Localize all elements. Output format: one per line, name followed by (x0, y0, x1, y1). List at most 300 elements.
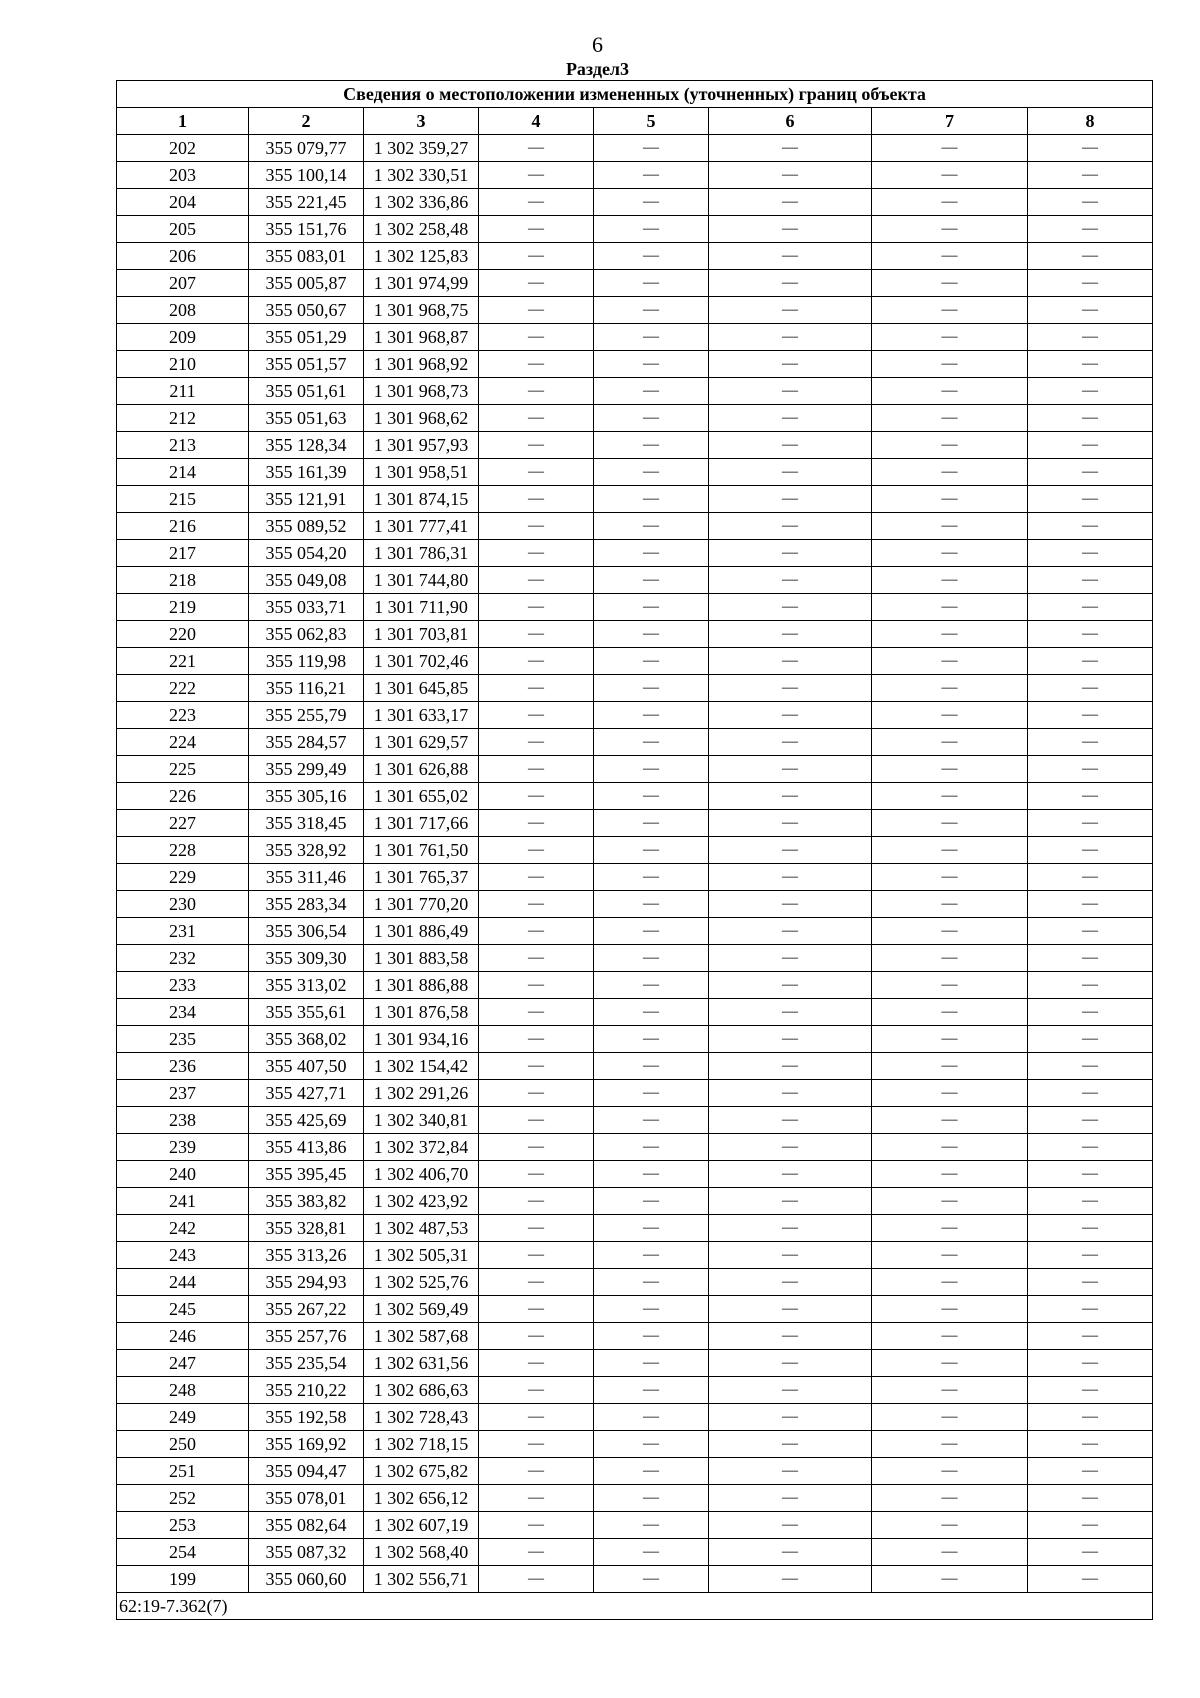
y-coordinate-cell: 1 302 607,19 (364, 1512, 479, 1539)
empty-value-cell: — (479, 243, 594, 270)
point-number-cell: 224 (117, 729, 249, 756)
x-coordinate-cell: 355 328,81 (249, 1215, 364, 1242)
empty-value-cell: — (594, 324, 709, 351)
x-coordinate-cell: 355 309,30 (249, 945, 364, 972)
empty-value-cell: — (709, 1107, 872, 1134)
empty-value-cell: — (872, 1242, 1028, 1269)
empty-value-cell: — (594, 783, 709, 810)
x-coordinate-cell: 355 328,92 (249, 837, 364, 864)
empty-value-cell: — (872, 729, 1028, 756)
empty-value-cell: — (709, 1215, 872, 1242)
empty-value-cell: — (479, 1134, 594, 1161)
empty-value-cell: — (1028, 972, 1153, 999)
empty-value-cell: — (709, 621, 872, 648)
table-row (117, 864, 1153, 891)
empty-value-cell: — (872, 1512, 1028, 1539)
x-coordinate-cell: 355 169,92 (249, 1431, 364, 1458)
table-row (117, 1215, 1153, 1242)
empty-value-cell: — (1028, 594, 1153, 621)
empty-value-cell: — (709, 1080, 872, 1107)
y-coordinate-cell: 1 301 645,85 (364, 675, 479, 702)
empty-value-cell: — (479, 972, 594, 999)
y-coordinate-cell: 1 302 728,43 (364, 1404, 479, 1431)
point-number-cell: 248 (117, 1377, 249, 1404)
x-coordinate-cell: 355 094,47 (249, 1458, 364, 1485)
x-coordinate-cell: 355 407,50 (249, 1053, 364, 1080)
empty-value-cell: — (594, 1026, 709, 1053)
x-coordinate-cell: 355 161,39 (249, 459, 364, 486)
empty-value-cell: — (479, 1485, 594, 1512)
empty-value-cell: — (1028, 216, 1153, 243)
point-number-cell: 230 (117, 891, 249, 918)
empty-value-cell: — (709, 459, 872, 486)
empty-value-cell: — (479, 1269, 594, 1296)
empty-value-cell: — (594, 540, 709, 567)
empty-value-cell: — (479, 1080, 594, 1107)
point-number-cell: 239 (117, 1134, 249, 1161)
empty-value-cell: — (709, 270, 872, 297)
empty-value-cell: — (1028, 1539, 1153, 1566)
empty-value-cell: — (1028, 405, 1153, 432)
x-coordinate-cell: 355 121,91 (249, 486, 364, 513)
empty-value-cell: — (1028, 1296, 1153, 1323)
empty-value-cell: — (479, 162, 594, 189)
empty-value-cell: — (1028, 810, 1153, 837)
empty-value-cell: — (709, 675, 872, 702)
empty-value-cell: — (709, 1026, 872, 1053)
point-number-cell: 236 (117, 1053, 249, 1080)
x-coordinate-cell: 355 235,54 (249, 1350, 364, 1377)
empty-value-cell: — (1028, 540, 1153, 567)
empty-value-cell: — (872, 324, 1028, 351)
empty-value-cell: — (872, 1269, 1028, 1296)
y-coordinate-cell: 1 302 569,49 (364, 1296, 479, 1323)
empty-value-cell: — (594, 1107, 709, 1134)
y-coordinate-cell: 1 301 655,02 (364, 783, 479, 810)
y-coordinate-cell: 1 302 556,71 (364, 1566, 479, 1593)
empty-value-cell: — (709, 999, 872, 1026)
empty-value-cell: — (709, 1161, 872, 1188)
table-row (117, 243, 1153, 270)
point-number-cell: 244 (117, 1269, 249, 1296)
y-coordinate-cell: 1 301 968,92 (364, 351, 479, 378)
table-row (117, 1269, 1153, 1296)
column-header: 7 (872, 108, 1028, 135)
empty-value-cell: — (872, 1107, 1028, 1134)
empty-value-cell: — (709, 648, 872, 675)
table-row (117, 837, 1153, 864)
empty-value-cell: — (872, 540, 1028, 567)
empty-value-cell: — (479, 621, 594, 648)
empty-value-cell: — (709, 513, 872, 540)
point-number-cell: 231 (117, 918, 249, 945)
y-coordinate-cell: 1 302 718,15 (364, 1431, 479, 1458)
empty-value-cell: — (479, 351, 594, 378)
y-coordinate-cell: 1 302 359,27 (364, 135, 479, 162)
empty-value-cell: — (709, 864, 872, 891)
table-row (117, 189, 1153, 216)
empty-value-cell: — (709, 1350, 872, 1377)
empty-value-cell: — (1028, 1242, 1153, 1269)
x-coordinate-cell: 355 318,45 (249, 810, 364, 837)
table-row (117, 1458, 1153, 1485)
empty-value-cell: — (1028, 1485, 1153, 1512)
point-number-cell: 217 (117, 540, 249, 567)
empty-value-cell: — (1028, 1134, 1153, 1161)
empty-value-cell: — (479, 837, 594, 864)
empty-value-cell: — (709, 1512, 872, 1539)
y-coordinate-cell: 1 302 125,83 (364, 243, 479, 270)
empty-value-cell: — (1028, 486, 1153, 513)
empty-value-cell: — (479, 1458, 594, 1485)
empty-value-cell: — (709, 702, 872, 729)
empty-value-cell: — (872, 1134, 1028, 1161)
table-row (117, 1404, 1153, 1431)
empty-value-cell: — (872, 1458, 1028, 1485)
empty-value-cell: — (709, 243, 872, 270)
empty-value-cell: — (709, 405, 872, 432)
empty-value-cell: — (872, 864, 1028, 891)
table-row (117, 135, 1153, 162)
empty-value-cell: — (479, 1296, 594, 1323)
empty-value-cell: — (594, 1323, 709, 1350)
empty-value-cell: — (1028, 648, 1153, 675)
empty-value-cell: — (1028, 378, 1153, 405)
empty-value-cell: — (709, 729, 872, 756)
table-body (117, 135, 1153, 1593)
point-number-cell: 222 (117, 675, 249, 702)
empty-value-cell: — (594, 648, 709, 675)
column-header: 2 (249, 108, 364, 135)
empty-value-cell: — (479, 1512, 594, 1539)
empty-value-cell: — (1028, 783, 1153, 810)
point-number-cell: 232 (117, 945, 249, 972)
empty-value-cell: — (1028, 729, 1153, 756)
point-number-cell: 251 (117, 1458, 249, 1485)
x-coordinate-cell: 355 049,08 (249, 567, 364, 594)
point-number-cell: 245 (117, 1296, 249, 1323)
table-row (117, 1107, 1153, 1134)
x-coordinate-cell: 355 425,69 (249, 1107, 364, 1134)
empty-value-cell: — (594, 1458, 709, 1485)
point-number-cell: 205 (117, 216, 249, 243)
x-coordinate-cell: 355 313,02 (249, 972, 364, 999)
empty-value-cell: — (479, 1431, 594, 1458)
empty-value-cell: — (709, 1431, 872, 1458)
empty-value-cell: — (479, 1377, 594, 1404)
table-row (117, 1431, 1153, 1458)
empty-value-cell: — (872, 945, 1028, 972)
empty-value-cell: — (872, 1539, 1028, 1566)
point-number-cell: 211 (117, 378, 249, 405)
point-number-cell: 221 (117, 648, 249, 675)
section-title: Раздел3 (565, 59, 630, 79)
x-coordinate-cell: 355 305,16 (249, 783, 364, 810)
table-row (117, 1566, 1153, 1593)
point-number-cell: 215 (117, 486, 249, 513)
y-coordinate-cell: 1 301 717,66 (364, 810, 479, 837)
table-row (117, 999, 1153, 1026)
empty-value-cell: — (1028, 1215, 1153, 1242)
empty-value-cell: — (709, 162, 872, 189)
empty-value-cell: — (1028, 567, 1153, 594)
table-row (117, 648, 1153, 675)
y-coordinate-cell: 1 302 330,51 (364, 162, 479, 189)
column-header: 5 (594, 108, 709, 135)
empty-value-cell: — (479, 675, 594, 702)
x-coordinate-cell: 355 299,49 (249, 756, 364, 783)
empty-value-cell: — (709, 1053, 872, 1080)
empty-value-cell: — (1028, 1053, 1153, 1080)
empty-value-cell: — (479, 189, 594, 216)
y-coordinate-cell: 1 302 372,84 (364, 1134, 479, 1161)
empty-value-cell: — (594, 837, 709, 864)
empty-value-cell: — (594, 621, 709, 648)
table-row (117, 594, 1153, 621)
empty-value-cell: — (872, 1053, 1028, 1080)
empty-value-cell: — (1028, 1107, 1153, 1134)
empty-value-cell: — (709, 1269, 872, 1296)
empty-value-cell: — (479, 1350, 594, 1377)
y-coordinate-cell: 1 302 631,56 (364, 1350, 479, 1377)
x-coordinate-cell: 355 210,22 (249, 1377, 364, 1404)
empty-value-cell: — (479, 135, 594, 162)
empty-value-cell: — (1028, 324, 1153, 351)
empty-value-cell: — (1028, 189, 1153, 216)
empty-value-cell: — (479, 1566, 594, 1593)
table-row (117, 1296, 1153, 1323)
y-coordinate-cell: 1 302 525,76 (364, 1269, 479, 1296)
empty-value-cell: — (1028, 1026, 1153, 1053)
y-coordinate-cell: 1 301 968,87 (364, 324, 479, 351)
caption-row (117, 81, 1153, 108)
y-coordinate-cell: 1 301 957,93 (364, 432, 479, 459)
empty-value-cell: — (479, 567, 594, 594)
point-number-cell: 216 (117, 513, 249, 540)
empty-value-cell: — (594, 918, 709, 945)
empty-value-cell: — (872, 135, 1028, 162)
empty-value-cell: — (709, 945, 872, 972)
header-row (117, 108, 1153, 135)
empty-value-cell: — (709, 1134, 872, 1161)
empty-value-cell: — (1028, 1269, 1153, 1296)
empty-value-cell: — (872, 837, 1028, 864)
empty-value-cell: — (709, 1188, 872, 1215)
table-row (117, 756, 1153, 783)
table-row (117, 1026, 1153, 1053)
empty-value-cell: — (1028, 1566, 1153, 1593)
table-row (117, 459, 1153, 486)
empty-value-cell: — (872, 1215, 1028, 1242)
empty-value-cell: — (872, 486, 1028, 513)
point-number-cell: 214 (117, 459, 249, 486)
table-row (117, 513, 1153, 540)
table-row (117, 486, 1153, 513)
empty-value-cell: — (872, 1161, 1028, 1188)
boundary-coordinates-table (116, 80, 1153, 1620)
x-coordinate-cell: 355 060,60 (249, 1566, 364, 1593)
y-coordinate-cell: 1 301 886,88 (364, 972, 479, 999)
empty-value-cell: — (872, 1350, 1028, 1377)
table-row (117, 432, 1153, 459)
y-coordinate-cell: 1 302 406,70 (364, 1161, 479, 1188)
empty-value-cell: — (479, 1188, 594, 1215)
empty-value-cell: — (479, 297, 594, 324)
empty-value-cell: — (709, 432, 872, 459)
empty-value-cell: — (872, 702, 1028, 729)
point-number-cell: 233 (117, 972, 249, 999)
point-number-cell: 220 (117, 621, 249, 648)
empty-value-cell: — (594, 486, 709, 513)
empty-value-cell: — (1028, 513, 1153, 540)
table-row (117, 1161, 1153, 1188)
table-row (117, 540, 1153, 567)
y-coordinate-cell: 1 301 761,50 (364, 837, 479, 864)
empty-value-cell: — (872, 297, 1028, 324)
empty-value-cell: — (872, 918, 1028, 945)
point-number-cell: 203 (117, 162, 249, 189)
empty-value-cell: — (1028, 432, 1153, 459)
empty-value-cell: — (594, 378, 709, 405)
empty-value-cell: — (872, 1431, 1028, 1458)
y-coordinate-cell: 1 302 686,63 (364, 1377, 479, 1404)
empty-value-cell: — (479, 756, 594, 783)
empty-value-cell: — (872, 459, 1028, 486)
empty-value-cell: — (1028, 675, 1153, 702)
column-header: 4 (479, 108, 594, 135)
y-coordinate-cell: 1 302 487,53 (364, 1215, 479, 1242)
x-coordinate-cell: 355 054,20 (249, 540, 364, 567)
y-coordinate-cell: 1 301 874,15 (364, 486, 479, 513)
empty-value-cell: — (709, 486, 872, 513)
y-coordinate-cell: 1 301 968,73 (364, 378, 479, 405)
x-coordinate-cell: 355 267,22 (249, 1296, 364, 1323)
table-row (117, 378, 1153, 405)
page-number: 6 (592, 32, 603, 57)
empty-value-cell: — (709, 918, 872, 945)
empty-value-cell: — (872, 972, 1028, 999)
empty-value-cell: — (594, 1188, 709, 1215)
table-row (117, 567, 1153, 594)
empty-value-cell: — (709, 891, 872, 918)
empty-value-cell: — (1028, 864, 1153, 891)
x-coordinate-cell: 355 427,71 (249, 1080, 364, 1107)
empty-value-cell: — (479, 945, 594, 972)
empty-value-cell: — (594, 1539, 709, 1566)
empty-value-cell: — (872, 189, 1028, 216)
table-row (117, 162, 1153, 189)
empty-value-cell: — (479, 1107, 594, 1134)
empty-value-cell: — (479, 702, 594, 729)
empty-value-cell: — (709, 756, 872, 783)
point-number-cell: 235 (117, 1026, 249, 1053)
point-number-cell: 250 (117, 1431, 249, 1458)
x-coordinate-cell: 355 100,14 (249, 162, 364, 189)
y-coordinate-cell: 1 301 968,62 (364, 405, 479, 432)
empty-value-cell: — (1028, 1188, 1153, 1215)
empty-value-cell: — (479, 594, 594, 621)
x-coordinate-cell: 355 306,54 (249, 918, 364, 945)
empty-value-cell: — (872, 1566, 1028, 1593)
x-coordinate-cell: 355 005,87 (249, 270, 364, 297)
y-coordinate-cell: 1 301 886,49 (364, 918, 479, 945)
x-coordinate-cell: 355 033,71 (249, 594, 364, 621)
table-row (117, 1377, 1153, 1404)
empty-value-cell: — (479, 1539, 594, 1566)
empty-value-cell: — (479, 1323, 594, 1350)
empty-value-cell: — (594, 756, 709, 783)
empty-value-cell: — (872, 1080, 1028, 1107)
table-row (117, 297, 1153, 324)
table-row (117, 891, 1153, 918)
empty-value-cell: — (872, 810, 1028, 837)
point-number-cell: 219 (117, 594, 249, 621)
x-coordinate-cell: 355 221,45 (249, 189, 364, 216)
point-number-cell: 247 (117, 1350, 249, 1377)
x-coordinate-cell: 355 089,52 (249, 513, 364, 540)
x-coordinate-cell: 355 116,21 (249, 675, 364, 702)
y-coordinate-cell: 1 301 958,51 (364, 459, 479, 486)
empty-value-cell: — (594, 999, 709, 1026)
x-coordinate-cell: 355 257,76 (249, 1323, 364, 1350)
point-number-cell: 218 (117, 567, 249, 594)
y-coordinate-cell: 1 301 702,46 (364, 648, 479, 675)
empty-value-cell: — (594, 1269, 709, 1296)
empty-value-cell: — (872, 1296, 1028, 1323)
empty-value-cell: — (1028, 135, 1153, 162)
y-coordinate-cell: 1 301 777,41 (364, 513, 479, 540)
empty-value-cell: — (594, 1431, 709, 1458)
y-coordinate-cell: 1 301 876,58 (364, 999, 479, 1026)
footer-row (117, 1593, 1153, 1620)
empty-value-cell: — (479, 324, 594, 351)
empty-value-cell: — (594, 162, 709, 189)
point-number-cell: 226 (117, 783, 249, 810)
y-coordinate-cell: 1 302 656,12 (364, 1485, 479, 1512)
empty-value-cell: — (594, 891, 709, 918)
empty-value-cell: — (1028, 999, 1153, 1026)
empty-value-cell: — (594, 1566, 709, 1593)
empty-value-cell: — (594, 1161, 709, 1188)
empty-value-cell: — (594, 459, 709, 486)
point-number-cell: 242 (117, 1215, 249, 1242)
empty-value-cell: — (709, 1485, 872, 1512)
empty-value-cell: — (594, 864, 709, 891)
empty-value-cell: — (594, 594, 709, 621)
empty-value-cell: — (709, 1458, 872, 1485)
empty-value-cell: — (1028, 837, 1153, 864)
y-coordinate-cell: 1 301 629,57 (364, 729, 479, 756)
empty-value-cell: — (479, 864, 594, 891)
point-number-cell: 238 (117, 1107, 249, 1134)
empty-value-cell: — (872, 621, 1028, 648)
empty-value-cell: — (479, 513, 594, 540)
empty-value-cell: — (872, 378, 1028, 405)
empty-value-cell: — (1028, 1404, 1153, 1431)
empty-value-cell: — (594, 270, 709, 297)
empty-value-cell: — (709, 135, 872, 162)
x-coordinate-cell: 355 051,29 (249, 324, 364, 351)
x-coordinate-cell: 355 413,86 (249, 1134, 364, 1161)
table-row (117, 945, 1153, 972)
empty-value-cell: — (594, 216, 709, 243)
empty-value-cell: — (709, 594, 872, 621)
x-coordinate-cell: 355 051,61 (249, 378, 364, 405)
empty-value-cell: — (709, 540, 872, 567)
x-coordinate-cell: 355 283,34 (249, 891, 364, 918)
x-coordinate-cell: 355 368,02 (249, 1026, 364, 1053)
empty-value-cell: — (872, 405, 1028, 432)
